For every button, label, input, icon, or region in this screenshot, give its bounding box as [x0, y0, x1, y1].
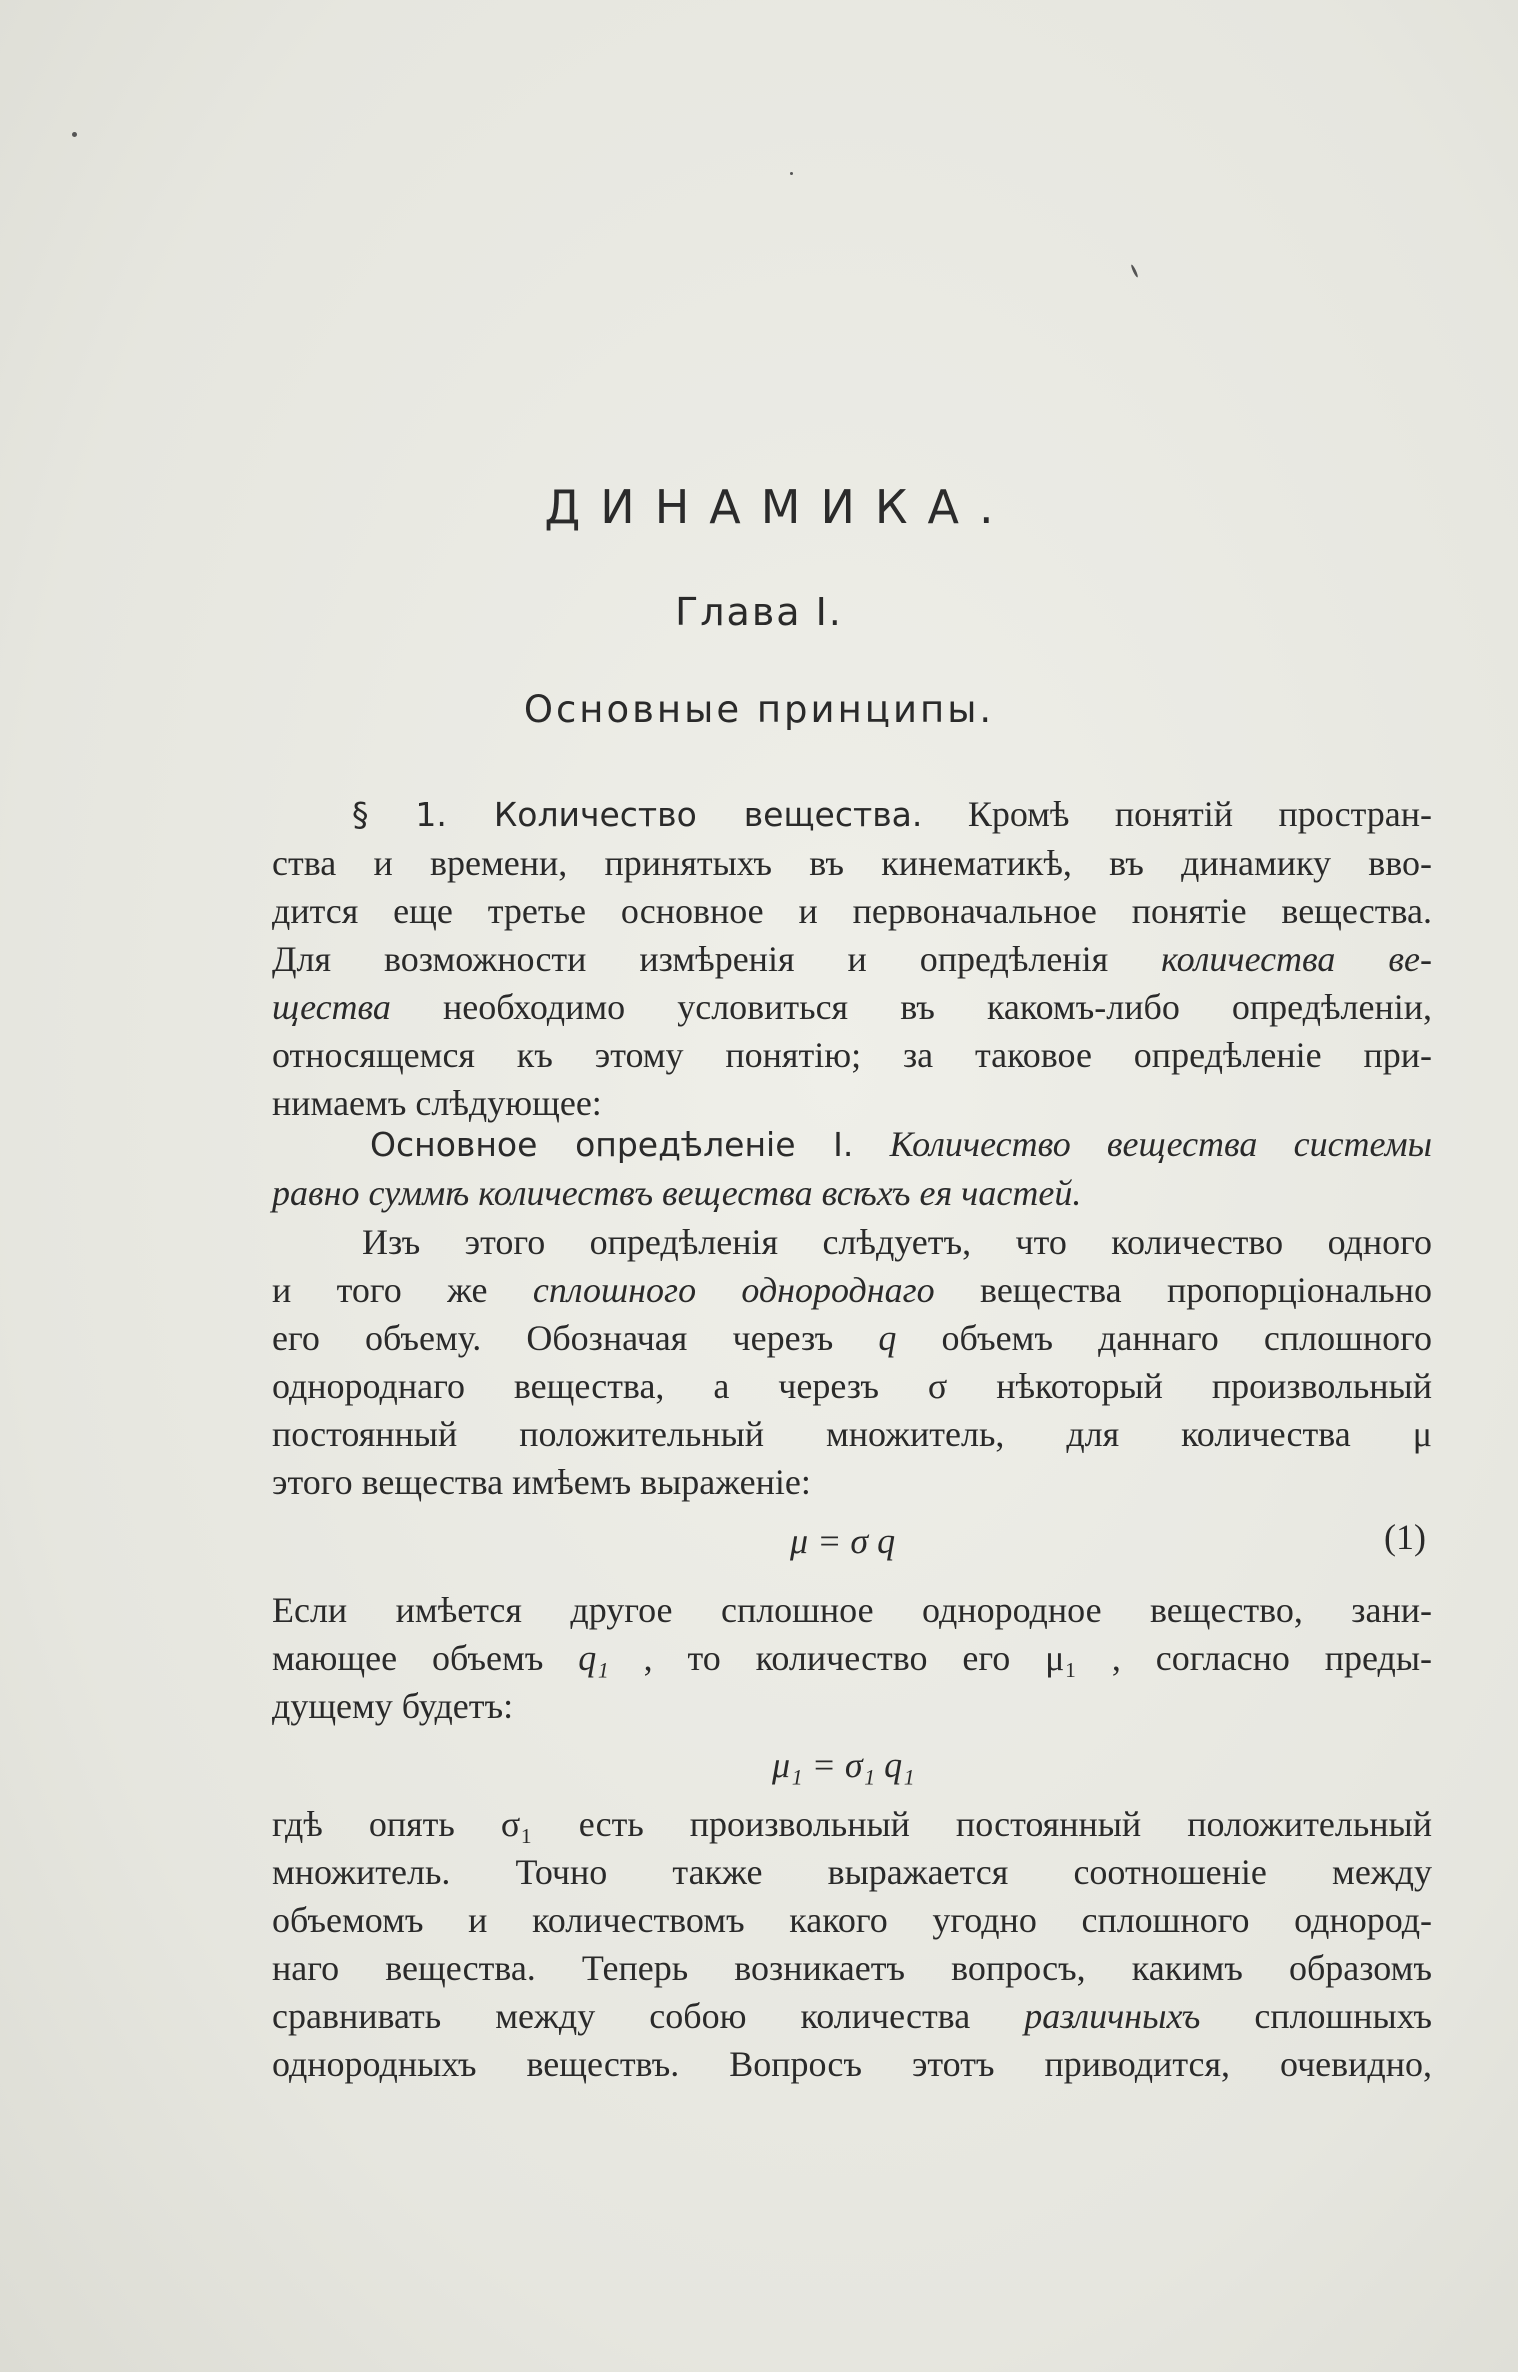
chapter-heading: Глава I. — [675, 590, 843, 634]
text-line: ства и времени, принятыхъ въ кинематикѣ, въ динамику вво- — [272, 843, 1432, 883]
text-span: Для возможности измѣренія и опредѣленія — [272, 939, 1162, 979]
text-span: его объему. Обозначая черезъ — [272, 1318, 879, 1358]
text-span: сравнивать между собою количества — [272, 1996, 1025, 2036]
text-line: постоянный положительный множитель, для количества μ — [272, 1414, 1432, 1454]
text-line — [272, 1634, 1432, 1682]
text-span: необходимо условиться въ какомъ-либо опредѣленіи, — [390, 987, 1432, 1027]
italic-term: количества ве- — [1161, 939, 1433, 979]
math-symbol: q — [878, 1318, 897, 1358]
text-line: Если имѣется другое сплошное однородное вещество, зани- — [272, 1590, 1432, 1630]
equation-1: μ = σ q — [790, 1521, 896, 1561]
text-line: множитель. Точно также выражается соотношеніе между — [272, 1852, 1432, 1892]
text-line: однородныхъ веществъ. Вопросъ этотъ приводится, очевидно, — [272, 2044, 1432, 2084]
text-line — [272, 1314, 1432, 1362]
text-line — [272, 1992, 1432, 2040]
text-span: , то количество его μ₁ , согласно преды- — [608, 1638, 1433, 1678]
equation-2: μ₁ = σ₁ q₁ — [772, 1745, 915, 1785]
paper-speck — [790, 172, 793, 175]
page-title: ДИНАМИКА. — [544, 480, 1014, 534]
text-line — [272, 790, 1432, 839]
paper-speck — [1130, 264, 1139, 278]
text-line — [272, 1120, 1432, 1169]
italic-term: сплошного однороднаго — [532, 1270, 935, 1310]
italic-term: различныхъ — [1024, 1996, 1201, 2036]
text-span: вещества пропорціонально — [934, 1270, 1432, 1310]
text-span: объемъ даннаго сплошного — [896, 1318, 1432, 1358]
text-line: этого вещества имѣемъ выраженіе: — [272, 1462, 811, 1502]
text-span: сплошныхъ — [1200, 1996, 1432, 2036]
text-line — [272, 983, 1432, 1031]
text-line: дущему будетъ: — [272, 1686, 514, 1726]
definition-text: Количество вещества системы — [889, 1124, 1432, 1164]
text-span: мающее объемъ — [272, 1638, 579, 1678]
math-symbol: q₁ — [578, 1638, 609, 1678]
text-line: однороднаго вещества, а черезъ σ нѣкоторый произвольный — [272, 1366, 1432, 1406]
section-heading: § 1. Количество вещества. — [352, 795, 923, 834]
definition — [272, 1120, 1432, 1217]
text-line — [272, 1266, 1432, 1314]
paper-speck — [72, 132, 77, 137]
paragraph — [272, 1218, 1432, 1506]
text-span: и того же — [272, 1270, 533, 1310]
definition-label: Основное опредѣленіе I. — [370, 1125, 854, 1164]
equation-number: (1) — [1384, 1517, 1426, 1557]
text-line: нимаемъ слѣдующее: — [272, 1083, 602, 1123]
definition-text: равно суммѣ количествъ вещества всѣхъ ея частей. — [272, 1173, 1082, 1213]
text-line: относящемся къ этому понятію; за таковое опредѣленіе при- — [272, 1035, 1432, 1075]
paragraph — [272, 1800, 1432, 2088]
paragraph — [272, 1586, 1432, 1730]
text-line — [272, 935, 1432, 983]
text-span: Кромѣ понятій простран- — [922, 794, 1432, 834]
text-line: гдѣ опять σ₁ есть произвольный постоянный положительный — [272, 1804, 1432, 1844]
text-line: Изъ этого опредѣленія слѣдуетъ, что количество одного — [362, 1222, 1432, 1262]
text-line: объемомъ и количествомъ какого угодно сплошного однород- — [272, 1900, 1432, 1940]
italic-term: щества — [272, 987, 391, 1027]
text-line: дится еще третье основное и первоначальное понятіе вещества. — [272, 891, 1432, 931]
text-line: наго вещества. Теперь возникаетъ вопросъ, какимъ образомъ — [272, 1948, 1432, 1988]
chapter-title: Основные принципы. — [523, 688, 995, 731]
section-paragraph — [272, 790, 1432, 1127]
